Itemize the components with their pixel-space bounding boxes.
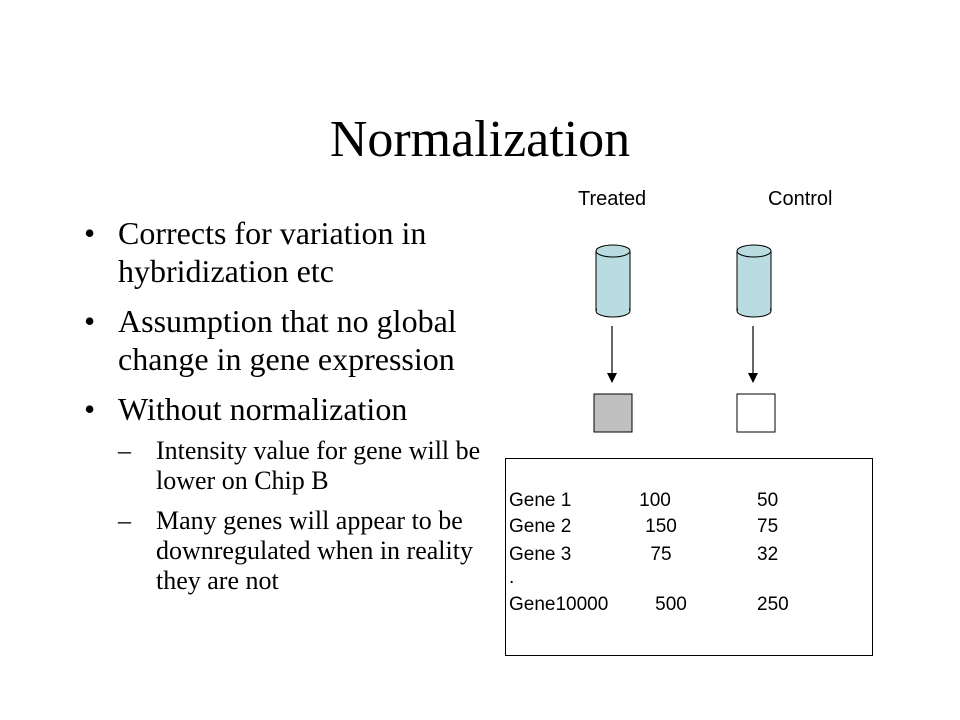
treated-value: 75 xyxy=(650,544,672,565)
control-value: 32 xyxy=(757,544,779,565)
sub-bullet-text: Intensity value for gene will be lower on Chip B xyxy=(156,436,481,495)
table-row xyxy=(509,593,869,617)
gene-name: Gene 2 xyxy=(509,516,572,537)
sub-bullet-text: Many genes will appear to be downregulated when in reality they are not xyxy=(156,506,473,595)
gene-name: Gene 3 xyxy=(509,544,572,565)
control-value: 75 xyxy=(757,516,779,537)
control-tube-top xyxy=(737,245,771,257)
treated-tube-icon xyxy=(596,245,630,317)
gene-name: Gene 1 xyxy=(509,490,572,511)
control-label: Control xyxy=(768,188,833,210)
table-row xyxy=(509,515,869,539)
bullet-text: Without normalization xyxy=(118,391,408,427)
bullet-icon: • xyxy=(84,215,96,251)
control-value: 50 xyxy=(757,490,779,511)
control-value: 250 xyxy=(757,594,789,615)
control-tube-cover xyxy=(738,300,770,311)
gene-name: . xyxy=(509,567,515,588)
treated-tube-top xyxy=(596,245,630,257)
table-row xyxy=(509,489,869,513)
control-tube-icon xyxy=(737,245,771,317)
bullet-text: Assumption that no global change in gene expression xyxy=(118,303,457,377)
treated-value: 500 xyxy=(655,594,687,615)
control-chip xyxy=(737,394,775,432)
treated-tube-cover xyxy=(597,300,629,311)
dash-icon: – xyxy=(118,506,131,535)
gene-name: Gene10000 xyxy=(509,594,609,615)
gene-table xyxy=(505,458,873,656)
table-row xyxy=(509,543,869,567)
bullet-text: Corrects for variation in hybridization etc xyxy=(118,215,427,289)
table-row xyxy=(509,569,869,587)
treated-label: Treated xyxy=(578,188,647,210)
treated-value: 100 xyxy=(639,490,671,511)
slide-title: Normalization xyxy=(329,111,631,168)
bullet-icon: • xyxy=(84,303,96,339)
treated-value: 150 xyxy=(645,516,677,537)
bullet-icon: • xyxy=(84,391,96,427)
dash-icon: – xyxy=(118,436,131,465)
treated-chip xyxy=(594,394,632,432)
